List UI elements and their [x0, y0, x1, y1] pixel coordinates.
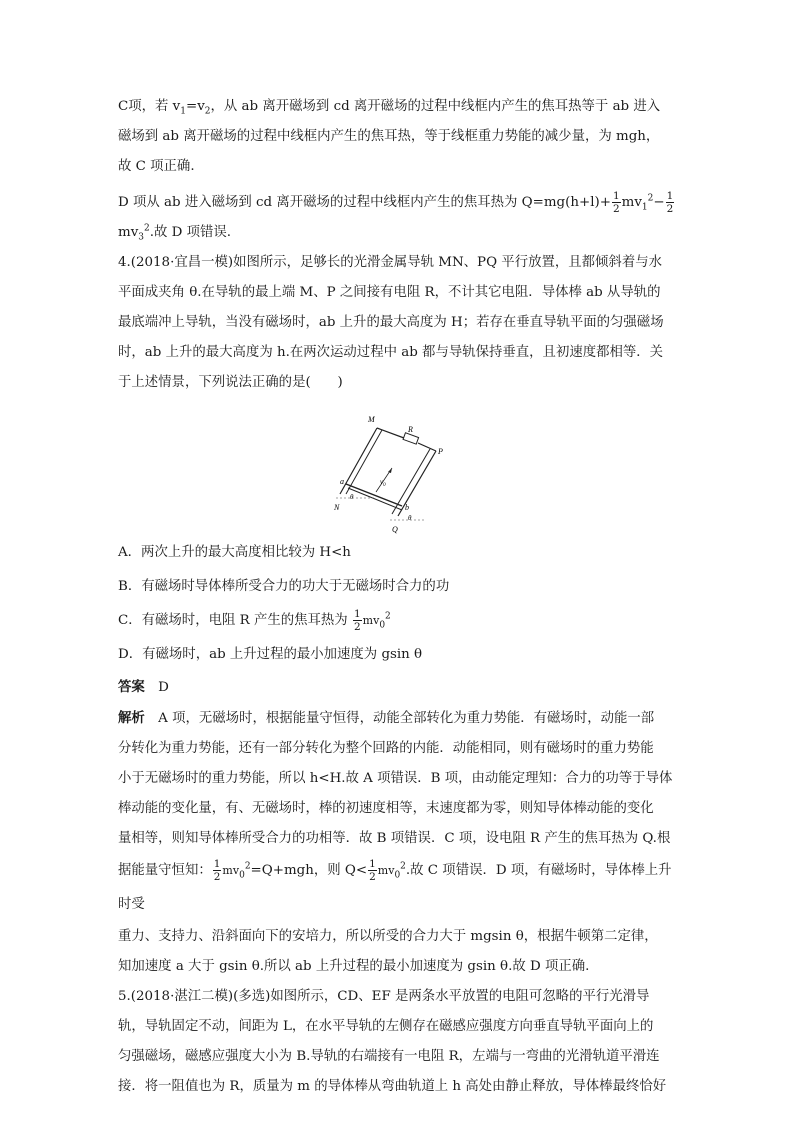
q5-line-1: 5.(2018·湛江二模)(多选)如图所示，CD、EF 是两条水平放置的电阻可忽略的平行光滑导 — [118, 989, 650, 1004]
analysis-line-2: 分转化为重力势能，还有一部分转化为整个回路的内能．动能相同，则有磁场时的重力势能 — [118, 741, 654, 756]
c-item-line-3: 故 C 项正确. — [118, 159, 195, 174]
option-d: D．有磁场时，ab 上升过程的最小加速度为 gsin θ — [118, 647, 423, 662]
q5-line-4: 接．将一阻值也为 R，质量为 m 的导体棒从弯曲轨道上 h 高处由静止释放，导体棒最终恰好 — [118, 1079, 667, 1094]
rod-ab — [346, 484, 402, 506]
rail-pq-outer — [398, 451, 436, 516]
q4-line-4: 时，ab 上升的最大高度为 h.在两次运动过程中 ab 都与导轨保持垂直，且初速度都相等．关 — [118, 345, 664, 360]
fraction-half: $\frac{1}{2}$ — [353, 608, 361, 633]
q4-line-3: 最底端冲上导轨，当没有磁场时，ab 上升的最大高度为 H；若存在垂直导轨平面的匀强磁场 — [118, 315, 664, 330]
analysis-line-3: 小于无磁场时的重力势能，所以 h<H.故 A 项错误．B 项，由动能定理知：合力的功等于导体 — [118, 771, 673, 786]
fraction-half: $\frac{1}{2}$ — [213, 858, 221, 883]
rail-mn-outer — [340, 428, 377, 494]
answer-label: 答案 — [118, 679, 145, 695]
option-c: C．有磁场时，电阻 R 产生的焦耳热为 $\frac{1}{2}$ $mv_0^2$ — [118, 608, 391, 633]
q5-line-3: 匀强磁场，磁感应强度大小为 B.导轨的右端接有一电阻 R，左端与一弯曲的光滑轨道平滑连 — [118, 1049, 660, 1064]
incline-rail-figure — [332, 406, 472, 534]
document-page — [118, 92, 680, 1102]
analysis-line-8: 知加速度 a 大于 gsin θ.所以 ab 上升过程的最小加速度为 gsin θ.故 D 项正确. — [118, 959, 590, 974]
analysis-line-4: 棒动能的变化量，有、无磁场时，棒的初速度相等，末速度都为零，则知导体棒动能的变化 — [118, 801, 654, 816]
answer-row — [118, 672, 680, 703]
label-b: b — [405, 503, 409, 512]
option-a: A．两次上升的最大高度相比较为 H<h — [118, 545, 351, 560]
analysis-label: 解析 — [118, 710, 145, 726]
analysis-line-5: 量相等，则知导体棒所受合力的功相等．故 B 项错误．C 项，设电阻 R 产生的焦耳热为 Q.根 — [118, 831, 671, 846]
fraction-half: $\frac{1}{2}$ — [612, 190, 620, 215]
resistor-r — [403, 433, 419, 444]
label-m: M — [368, 415, 375, 424]
q4-line-5: 于上述情景，下列说法正确的是( ) — [118, 375, 343, 390]
label-q: Q — [392, 525, 398, 534]
rail-mn-inner — [346, 430, 382, 494]
analysis-line-6: 据能量守恒知： $\frac{1}{2}$ $mv_0^2=Q+mgh$，则 Q< $\frac{1}{2}$ $mv_0^2$.故 C 项错误．D 项，有磁场时，导体棒上升时受 — [118, 858, 672, 912]
fraction-half: $\frac{1}{2}$ — [666, 190, 674, 215]
label-p: P — [438, 447, 443, 456]
q4-line-2: 平面成夹角 θ.在导轨的最上端 M、P 之间接有电阻 R，不计其它电阻．导体棒 ab 从导轨的 — [118, 285, 661, 300]
fraction-half: $\frac{1}{2}$ — [369, 858, 376, 883]
q5-line-2: 轨，导轨固定不动，间距为 L，在水平导轨的左侧存在磁感应强度方向垂直导轨平面向上的 — [118, 1019, 654, 1034]
label-theta-1: θ — [350, 493, 354, 501]
label-r: R — [408, 425, 413, 434]
option-b: B．有磁场时导体棒所受合力的功大于无磁场时合力的功 — [118, 579, 450, 594]
label-v0: $v_0$ — [380, 478, 386, 488]
c-item-line-2: 磁场到 ab 离开磁场的过程中线框内产生的焦耳热，等于线框重力势能的减少量，为 mgh， — [118, 129, 660, 144]
analysis-line-7: 重力、支持力、沿斜面向下的安培力，所以所受的合力大于 mgsin θ，根据牛顿第二定律， — [118, 929, 658, 944]
analysis-line-1: 解析 A 项，无磁场时，根据能量守恒得，动能全部转化为重力势能．有磁场时，动能一部 — [118, 710, 655, 726]
c-item-line-1: C项，若 $v_1=v_2$，从 ab 离开磁场到 cd 离开磁场的过程中线框内产生的焦耳热等于 ab 进入 — [118, 99, 661, 117]
d-item-line-1: D 项从 ab 进入磁场到 cd 离开磁场的过程中线框内产生的焦耳热为 Q=mg(h+l)+ $\frac{1}{2}$ $mv_1^2-$ $\frac{1}{2}$ — [118, 190, 674, 215]
q4-line-1: 4.(2018·宜昌一模)如图所示，足够长的光滑金属导轨 MN、PQ 平行放置，且都倾斜着与水 — [118, 255, 662, 270]
label-n: N — [334, 503, 340, 512]
answer-value: D — [158, 680, 169, 695]
label-a: a — [340, 477, 344, 486]
label-theta-2: θ — [408, 514, 412, 522]
d-item-line-2: $mv_3^2$.故 D 项错误. — [118, 223, 232, 243]
